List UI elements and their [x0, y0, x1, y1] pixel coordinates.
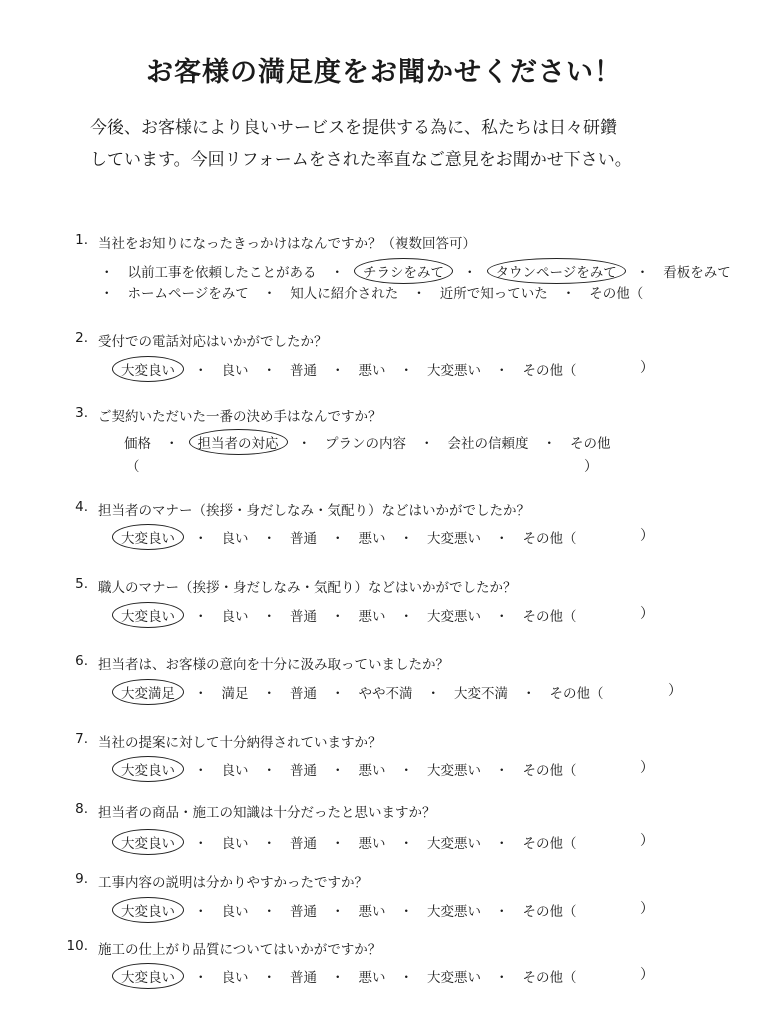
separator: ・ [522, 686, 536, 702]
separator: ・ [426, 686, 440, 702]
separator: ・ [495, 363, 509, 379]
separator: ・ [420, 436, 434, 452]
answer-option: その他（ [549, 686, 604, 702]
answer-option: その他（ [522, 531, 577, 547]
answer-option: 良い [221, 763, 249, 779]
option-row [112, 756, 581, 782]
separator: ・ [495, 904, 509, 920]
option-row [112, 679, 608, 705]
separator: ・ [399, 531, 413, 547]
separator: ・ [331, 836, 345, 852]
answer-option: その他（ [522, 609, 577, 625]
separator: ・ [399, 970, 413, 986]
answer-option: やや不満 [358, 686, 413, 702]
answer-option: 会社の信頼度 [447, 436, 529, 452]
answer-option: 良い [221, 904, 249, 920]
separator: ・ [331, 609, 345, 625]
answer-option: 以前工事を依頼したことがある [127, 265, 317, 281]
option-row [112, 524, 581, 550]
separator: ・ [399, 904, 413, 920]
selected-option: 大変良い [112, 602, 184, 628]
close-paren: ） [640, 528, 654, 544]
selected-option: チラシをみて [354, 258, 453, 284]
answer-option: その他 [570, 436, 611, 452]
separator: ・ [399, 763, 413, 779]
answer-option: 良い [221, 363, 249, 379]
separator: ・ [495, 763, 509, 779]
close-paren: ） [640, 360, 654, 376]
option-row [120, 429, 615, 455]
question-number: 5. [75, 576, 88, 592]
option-row [112, 829, 581, 855]
answer-option: プランの内容 [325, 436, 406, 452]
separator: ・ [194, 686, 208, 702]
separator: ・ [331, 686, 345, 702]
answer-option: 大変悪い [427, 763, 481, 779]
separator: ・ [194, 763, 208, 779]
answer-option: その他（ [589, 286, 644, 302]
answer-option: 悪い [358, 904, 386, 920]
answer-option: 良い [221, 609, 249, 625]
answer-option: 普通 [290, 531, 317, 547]
question-text: 担当者の商品・施工の知識は十分だったと思いますか？ [98, 805, 436, 821]
option-row [112, 963, 581, 989]
answer-option: 良い [221, 531, 249, 547]
separator: ・ [495, 970, 509, 986]
answer-option: 近所で知っていた [439, 286, 548, 302]
question-text: 工事内容の説明は分かりやすかったですか？ [98, 875, 368, 891]
separator: ・ [561, 286, 576, 302]
question-number: 6. [75, 653, 88, 669]
separator: ・ [635, 265, 650, 281]
question-text: 担当者は、お客様の意向を十分に汲み取っていましたか？ [98, 657, 449, 673]
answer-option: 普通 [290, 904, 317, 920]
separator: ・ [495, 609, 509, 625]
close-paren: ） [640, 760, 654, 776]
selected-option: 大変満足 [112, 679, 184, 705]
intro-line-1: 今後、お客様により良いサービスを提供する為に、私たちは日々研鑽 [90, 118, 617, 138]
separator: ・ [495, 531, 509, 547]
answer-option: ホームページをみて [127, 286, 249, 302]
answer-option: 大変悪い [427, 609, 481, 625]
selected-option: タウンページをみて [487, 258, 626, 284]
answer-option: その他（ [522, 363, 577, 379]
answer-option: 普通 [290, 363, 317, 379]
question-number: 2. [75, 330, 88, 346]
separator: ・ [262, 836, 276, 852]
separator: ・ [399, 609, 413, 625]
answer-option: 良い [221, 836, 249, 852]
answer-option: 大変悪い [427, 904, 481, 920]
separator: ・ [262, 609, 276, 625]
separator: ・ [194, 970, 208, 986]
answer-option: その他（ [522, 836, 577, 852]
intro-text [90, 112, 730, 176]
close-paren: ） [640, 833, 654, 849]
question-number: 4. [75, 499, 88, 515]
separator: ・ [331, 970, 345, 986]
close-paren: ） [584, 459, 598, 475]
separator: ・ [165, 436, 179, 452]
answer-option: 悪い [358, 763, 386, 779]
question-text: ご契約いただいた一番の決め手はなんですか？ [98, 409, 382, 425]
separator: ・ [331, 531, 345, 547]
separator: ・ [194, 609, 208, 625]
close-paren: ） [668, 683, 682, 699]
answer-option: 悪い [358, 363, 386, 379]
answer-option: 悪い [358, 531, 386, 547]
answer-option: 価格 [124, 436, 151, 452]
answer-option: 知人に紹介された [290, 286, 399, 302]
answer-option: 大変悪い [427, 363, 481, 379]
answer-option: 満足 [221, 686, 249, 702]
selected-option: 担当者の対応 [189, 429, 288, 455]
answer-option: 普通 [290, 836, 317, 852]
answer-option: 普通 [290, 609, 317, 625]
option-row [126, 455, 140, 475]
answer-option: 悪い [358, 970, 386, 986]
selected-option: 大変良い [112, 356, 184, 382]
separator: ・ [330, 265, 344, 281]
separator: ・ [399, 836, 413, 852]
question-number: 3. [75, 405, 88, 421]
question-number: 8. [75, 801, 88, 817]
close-paren: ） [640, 901, 654, 917]
answer-option: その他（ [522, 970, 577, 986]
answer-option: 普通 [290, 686, 317, 702]
option-row [112, 356, 581, 382]
bullet: ・ [100, 286, 114, 302]
selected-option: 大変良い [112, 963, 184, 989]
answer-option: 普通 [290, 763, 317, 779]
answer-option: 悪い [358, 609, 386, 625]
question-number: 7. [75, 731, 88, 747]
selected-option: 大変良い [112, 524, 184, 550]
answer-option: 大変悪い [427, 836, 481, 852]
separator: ・ [463, 265, 477, 281]
question-number: 9. [75, 871, 88, 887]
answer-option: その他（ [522, 904, 577, 920]
separator: ・ [399, 363, 413, 379]
close-paren: ） [640, 606, 654, 622]
open-paren: （ [126, 459, 140, 475]
selected-option: 大変良い [112, 897, 184, 923]
question-text: 職人のマナー（挨拶・身だしなみ・気配り）などはいかがでしたか？ [98, 580, 517, 596]
separator: ・ [262, 363, 276, 379]
answer-option: 悪い [358, 836, 386, 852]
question-text: 施工の仕上がり品質についてはいかがですか？ [98, 942, 382, 958]
option-row [112, 897, 581, 923]
question-text: 当社の提案に対して十分納得されていますか？ [98, 735, 382, 751]
separator: ・ [262, 686, 276, 702]
separator: ・ [194, 363, 208, 379]
page-title: お客様の満足度をお聞かせください！ [146, 57, 622, 88]
separator: ・ [262, 904, 276, 920]
question-number: 1. [75, 232, 88, 248]
separator: ・ [194, 531, 208, 547]
answer-option: その他（ [522, 763, 577, 779]
option-row [100, 280, 647, 304]
separator: ・ [262, 763, 276, 779]
separator: ・ [262, 970, 276, 986]
close-paren: ） [640, 967, 654, 983]
answer-option: 看板をみて [663, 265, 731, 281]
answer-option: 大変悪い [427, 531, 481, 547]
separator: ・ [542, 436, 556, 452]
separator: ・ [262, 531, 276, 547]
separator: ・ [194, 836, 208, 852]
selected-option: 大変良い [112, 829, 184, 855]
separator: ・ [331, 363, 345, 379]
question-text: 当社をお知りになったきっかけはなんですか？（複数回答可） [98, 236, 476, 252]
bullet: ・ [100, 265, 114, 281]
separator: ・ [297, 436, 311, 452]
separator: ・ [194, 904, 208, 920]
separator: ・ [262, 286, 277, 302]
separator: ・ [412, 286, 426, 302]
question-text: 受付での電話対応はいかがでしたか？ [98, 334, 328, 350]
answer-option: 大変悪い [427, 970, 481, 986]
question-number: 10. [66, 938, 88, 954]
question-text: 担当者のマナー（挨拶・身だしなみ・気配り）などはいかがでしたか？ [98, 503, 530, 519]
answer-option: 普通 [290, 970, 317, 986]
answer-option: 良い [221, 970, 249, 986]
separator: ・ [331, 763, 345, 779]
separator: ・ [331, 904, 345, 920]
intro-line-2: しています。今回リフォームをされた率直なご意見をお聞かせ下さい。 [90, 150, 632, 170]
answer-option: 大変不満 [454, 686, 508, 702]
option-row [112, 602, 581, 628]
separator: ・ [495, 836, 509, 852]
selected-option: 大変良い [112, 756, 184, 782]
